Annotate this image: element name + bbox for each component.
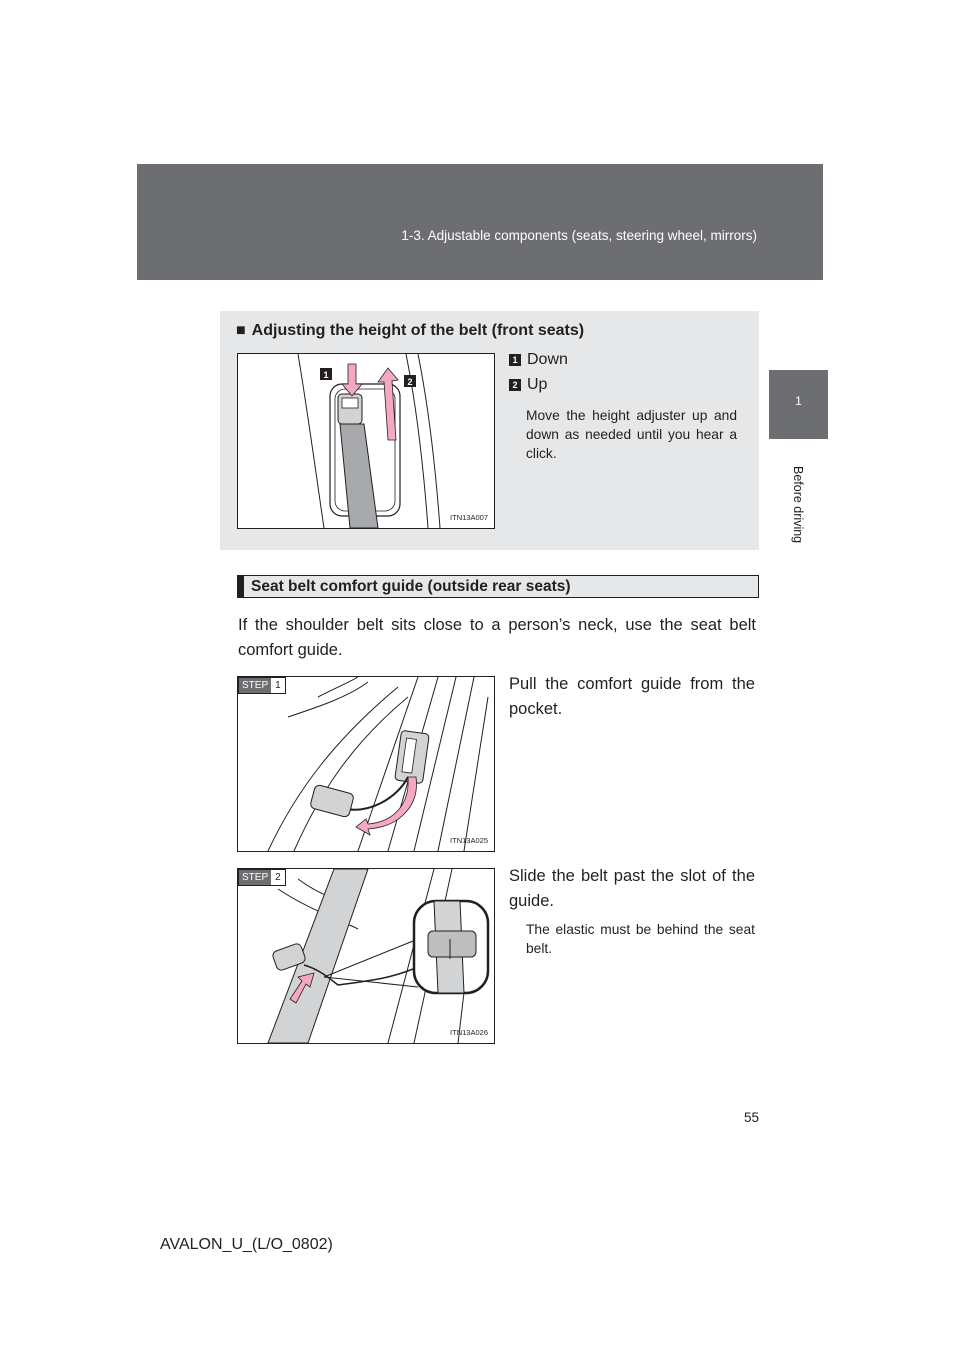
comfort-guide-heading bbox=[237, 575, 759, 598]
svg-text:1: 1 bbox=[323, 370, 329, 380]
step1-number: 1 bbox=[275, 680, 281, 691]
step2-figure bbox=[237, 868, 495, 1044]
figure-code: ITN13A025 bbox=[450, 836, 488, 845]
belt-height-illustration bbox=[238, 354, 494, 528]
chapter-number: 1 bbox=[795, 394, 802, 408]
comfort-guide-intro: If the shoulder belt sits close to a person’s neck, use the seat belt comfort guide. bbox=[238, 616, 756, 659]
page-number: 55 bbox=[744, 1110, 760, 1125]
step2-text: Slide the belt past the slot of the guide. bbox=[509, 867, 755, 910]
step1-illustration bbox=[238, 677, 494, 851]
step1-figure bbox=[237, 676, 495, 852]
step2-word: STEP bbox=[239, 870, 271, 885]
section-title: 1-3. Adjustable components (seats, steering wheel, mirrors) bbox=[401, 228, 757, 243]
svg-text:2: 2 bbox=[407, 377, 413, 387]
figure-code: ITN13A007 bbox=[450, 513, 488, 522]
belt-height-figure bbox=[237, 353, 495, 529]
belt-height-title bbox=[236, 322, 584, 340]
legend-number-1: 1 bbox=[509, 354, 521, 366]
belt-height-title-text: Adjusting the height of the belt (front seats) bbox=[251, 322, 585, 339]
step2-tag bbox=[238, 869, 286, 886]
chapter-tab bbox=[769, 370, 828, 439]
step2-note: The elastic must be behind the seat belt. bbox=[526, 922, 755, 956]
footer-code: AVALON_U_(L/O_0802) bbox=[160, 1236, 333, 1253]
legend-number-2: 2 bbox=[509, 379, 521, 391]
belt-height-note: Move the height adjuster up and down as needed until you hear a click. bbox=[526, 408, 737, 461]
header-band bbox=[137, 164, 823, 280]
step1-tag bbox=[238, 677, 286, 694]
step2-number: 2 bbox=[275, 872, 281, 883]
chapter-label: Before driving bbox=[791, 466, 805, 544]
bullet-square: ■ bbox=[236, 322, 246, 339]
step1-text: Pull the comfort guide from the pocket. bbox=[509, 675, 755, 718]
step1-word: STEP bbox=[239, 678, 271, 693]
legend-down bbox=[509, 351, 568, 369]
comfort-guide-title: Seat belt comfort guide (outside rear seats) bbox=[251, 578, 571, 595]
figure-code: ITN13A026 bbox=[450, 1028, 488, 1037]
legend-label-down: Down bbox=[527, 351, 568, 368]
heading-bar bbox=[237, 575, 244, 598]
step2-illustration bbox=[238, 869, 494, 1043]
legend-label-up: Up bbox=[527, 376, 548, 393]
legend-up bbox=[509, 376, 547, 394]
